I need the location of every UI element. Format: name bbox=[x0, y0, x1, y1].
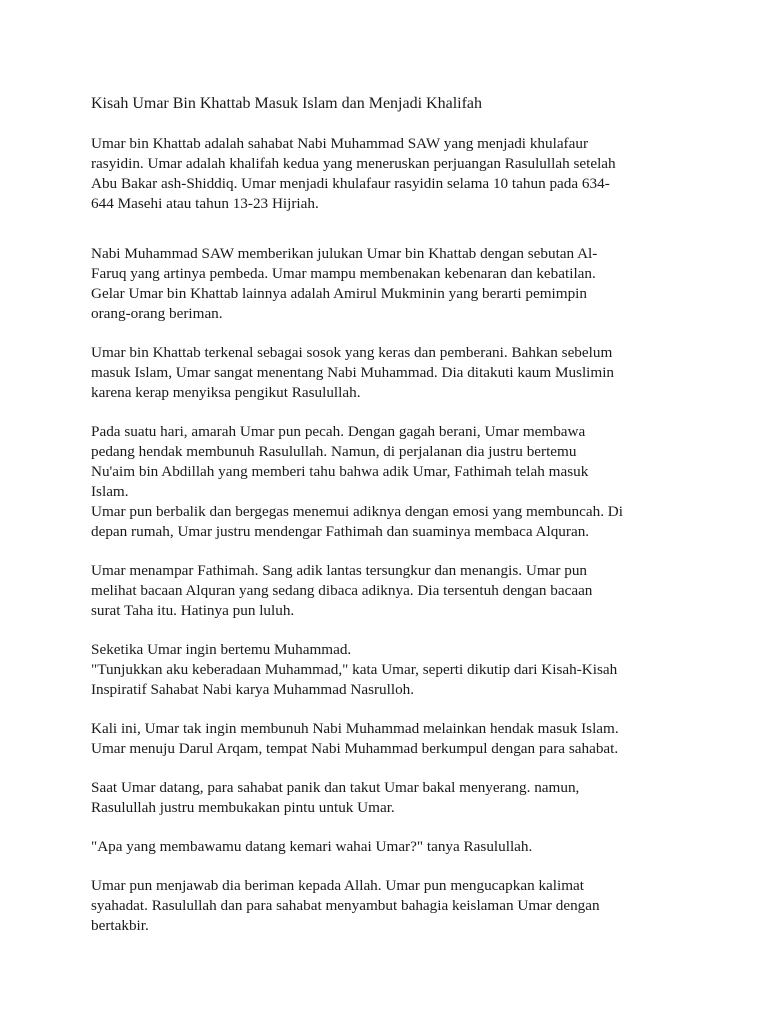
text-line: Inspiratif Sahabat Nabi karya Muhammad Nasrulloh. bbox=[91, 681, 415, 698]
text-line: Abu Bakar ash-Shiddiq. Umar menjadi khulafaur rasyidin selama 10 tahun pada 634- bbox=[91, 175, 610, 192]
text-line: karena kerap menyiksa pengikut Rasulullah. bbox=[91, 384, 361, 401]
text-line: orang-orang beriman. bbox=[91, 305, 223, 322]
paragraph bbox=[91, 719, 691, 759]
text-line: pedang hendak membunuh Rasulullah. Namun, di perjalanan dia justru bertemu bbox=[91, 443, 577, 460]
text-line: Nu'aim bin Abdillah yang memberi tahu bahwa adik Umar, Fathimah telah masuk bbox=[91, 463, 589, 480]
text-line: surat Taha itu. Hatinya pun luluh. bbox=[91, 602, 295, 619]
text-line: syahadat. Rasulullah dan para sahabat menyambut bahagia keislaman Umar dengan bbox=[91, 897, 600, 914]
text-line: melihat bacaan Alquran yang sedang dibaca adiknya. Dia tersentuh dengan bacaan bbox=[91, 582, 593, 599]
text-line: "Tunjukkan aku keberadaan Muhammad," kata Umar, seperti dikutip dari Kisah-Kisah bbox=[91, 661, 618, 678]
text-line: Umar bin Khattab terkenal sebagai sosok yang keras dan pemberani. Bahkan sebelum bbox=[91, 344, 613, 361]
document-body bbox=[91, 134, 691, 936]
paragraph bbox=[91, 778, 691, 818]
text-line: Umar pun berbalik dan bergegas menemui adiknya dengan emosi yang membuncah. Di bbox=[91, 503, 623, 520]
text-line: Rasulullah justru membukakan pintu untuk Umar. bbox=[91, 799, 395, 816]
text-line: Nabi Muhammad SAW memberikan julukan Umar bin Khattab dengan sebutan Al- bbox=[91, 245, 598, 262]
paragraph bbox=[91, 640, 691, 700]
paragraph bbox=[91, 134, 691, 214]
text-line: masuk Islam, Umar sangat menentang Nabi Muhammad. Dia ditakuti kaum Muslimin bbox=[91, 364, 615, 381]
text-line: 644 Masehi atau tahun 13-23 Hijriah. bbox=[91, 195, 319, 212]
text-line: Faruq yang artinya pembeda. Umar mampu membenakan kebenaran dan kebatilan. bbox=[91, 265, 596, 282]
text-line: Kali ini, Umar tak ingin membunuh Nabi Muhammad melainkan hendak masuk Islam. bbox=[91, 720, 619, 737]
text-line: "Apa yang membawamu datang kemari wahai Umar?" tanya Rasulullah. bbox=[91, 838, 533, 855]
text-line: Gelar Umar bin Khattab lainnya adalah Amirul Mukminin yang berarti pemimpin bbox=[91, 285, 587, 302]
text-line: bertakbir. bbox=[91, 917, 149, 934]
text-line: Saat Umar datang, para sahabat panik dan takut Umar bakal menyerang. namun, bbox=[91, 779, 580, 796]
text-line: Umar bin Khattab adalah sahabat Nabi Muhammad SAW yang menjadi khulafaur bbox=[91, 135, 589, 152]
text-line: rasyidin. Umar adalah khalifah kedua yang meneruskan perjuangan Rasulullah setelah bbox=[91, 155, 616, 172]
text-line: Umar pun menjawab dia beriman kepada Allah. Umar pun mengucapkan kalimat bbox=[91, 877, 585, 894]
paragraph bbox=[91, 244, 691, 324]
text-line: Pada suatu hari, amarah Umar pun pecah. Dengan gagah berani, Umar membawa bbox=[91, 423, 586, 440]
paragraph bbox=[91, 561, 691, 621]
document-page bbox=[91, 94, 691, 955]
paragraph bbox=[91, 876, 691, 936]
text-line: depan rumah, Umar justru mendengar Fathimah dan suaminya membaca Alquran. bbox=[91, 523, 590, 540]
paragraph bbox=[91, 837, 691, 857]
text-line: Umar menampar Fathimah. Sang adik lantas tersungkur dan menangis. Umar pun bbox=[91, 562, 588, 579]
paragraph bbox=[91, 422, 691, 542]
paragraph bbox=[91, 343, 691, 403]
text-line: Islam. bbox=[91, 483, 129, 500]
text-line: Umar menuju Darul Arqam, tempat Nabi Muhammad berkumpul dengan para sahabat. bbox=[91, 740, 619, 757]
text-line: Seketika Umar ingin bertemu Muhammad. bbox=[91, 641, 352, 658]
document-title: Kisah Umar Bin Khattab Masuk Islam dan Menjadi Khalifah bbox=[91, 95, 483, 112]
